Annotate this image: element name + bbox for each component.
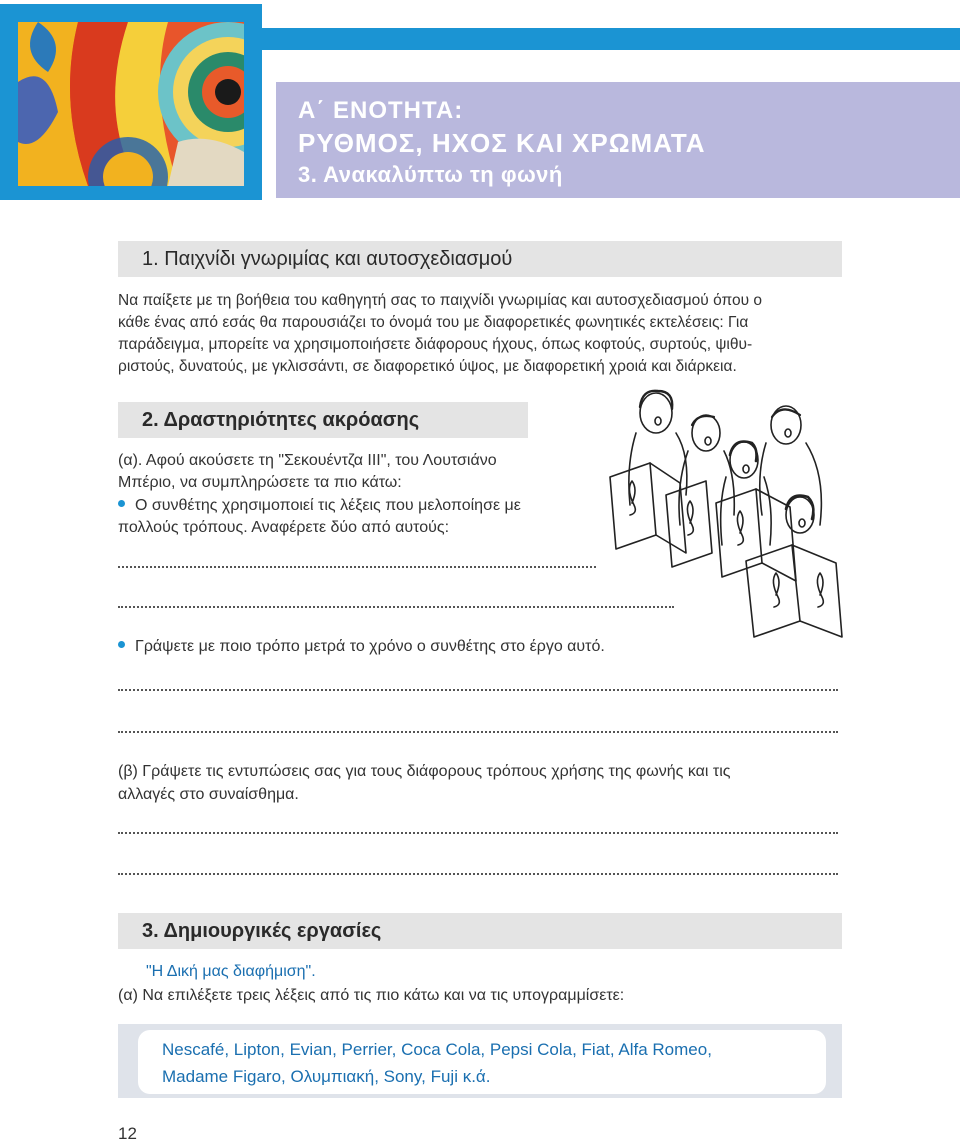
section1-line: Να παίξετε με τη βοήθεια του καθηγητή σας το παιχνίδι γνωριμίας και αυτοσχεδιασμού όπου ο (118, 292, 762, 309)
section1-line: ριστούς, δυνατούς, με γκλισσάντι, σε διαφορετικό ύψος, με διαφορετική χροιά και διάρκεια. (118, 358, 737, 375)
brand-list-line: Nescafé, Lipton, Evian, Perrier, Coca Cola, Pepsi Cola, Fiat, Alfa Romeo, (162, 1040, 712, 1059)
answer-line[interactable] (118, 564, 596, 568)
activity-a-line1: (α). Αφού ακούσετε τη "Σεκουέντζα ΙΙΙ", του Λουτσιάνο (118, 452, 497, 469)
section2-heading: 2. Δραστηριότητες ακρόασης (118, 402, 528, 438)
page-subtitle: 3. Ανακαλύπτω τη φωνή (298, 162, 563, 187)
activity-a-line2: Μπέριο, να συμπληρώσετε τα πιο κάτω: (118, 474, 402, 491)
bullet-icon (118, 641, 125, 648)
brand-list-line: Madame Figaro, Ολυμπιακή, Sony, Fuji κ.ά. (162, 1067, 491, 1086)
advert-title: "Η Δική μας διαφήμιση". (146, 963, 316, 980)
answer-line[interactable] (118, 830, 838, 834)
page-number: 12 (118, 1124, 137, 1143)
activity-b-line2: αλλαγές στο συναίσθημα. (118, 786, 299, 803)
bullet-item-1 (118, 497, 521, 515)
bullet-item-2 (118, 638, 605, 656)
page-title: ΡΥΘΜΟΣ, ΗΧΟΣ ΚΑΙ ΧΡΩΜΑΤΑ (298, 128, 706, 158)
answer-line[interactable] (118, 604, 674, 608)
section1-heading: 1. Παιχνίδι γνωριμίας και αυτοσχεδιασμού (118, 241, 842, 277)
section1-line: παράδειγμα, μπορείτε να χρησιμοποιήσετε διάφορους ήχους, όπως κοφτούς, συρτούς, ψιθυ- (118, 336, 753, 353)
brand-list (138, 1030, 826, 1094)
unit-label: Α΄ ΕΝΟΤΗΤΑ: (298, 97, 464, 124)
choir-sketch-illustration (606, 385, 858, 640)
activity-b-line1: (β) Γράψετε τις εντυπώσεις σας για τους διάφορους τρόπους χρήσης της φωνής και τις (118, 763, 731, 780)
bullet1-text-line2: πολλούς τρόπους. Αναφέρετε δύο από αυτούς: (118, 519, 450, 536)
answer-line[interactable] (118, 871, 838, 875)
section1-line: κάθε ένας από εσάς θα παρουσιάζει το όνομά του με διαφορετικές φωνητικές εκτελέσεις: Για (118, 314, 749, 331)
abstract-painting-image (18, 22, 244, 186)
bullet-icon (118, 500, 125, 507)
header-title-panel (276, 82, 960, 198)
section1-body (118, 290, 848, 378)
header-artwork-frame (0, 4, 262, 200)
bullet1-text: Ο συνθέτης χρησιμοποιεί τις λέξεις που μελοποίησε με (135, 497, 521, 514)
answer-line[interactable] (118, 729, 838, 733)
answer-line[interactable] (118, 687, 838, 691)
header-accent-bar (262, 28, 960, 50)
section3-heading: 3. Δημιουργικές εργασίες (118, 913, 842, 949)
section3-instruction: (α) Να επιλέξετε τρεις λέξεις από τις πιο κάτω και να τις υπογραμμίσετε: (118, 987, 625, 1004)
bullet2-text: Γράψετε με ποιο τρόπο μετρά το χρόνο ο συνθέτης στο έργο αυτό. (135, 638, 605, 655)
